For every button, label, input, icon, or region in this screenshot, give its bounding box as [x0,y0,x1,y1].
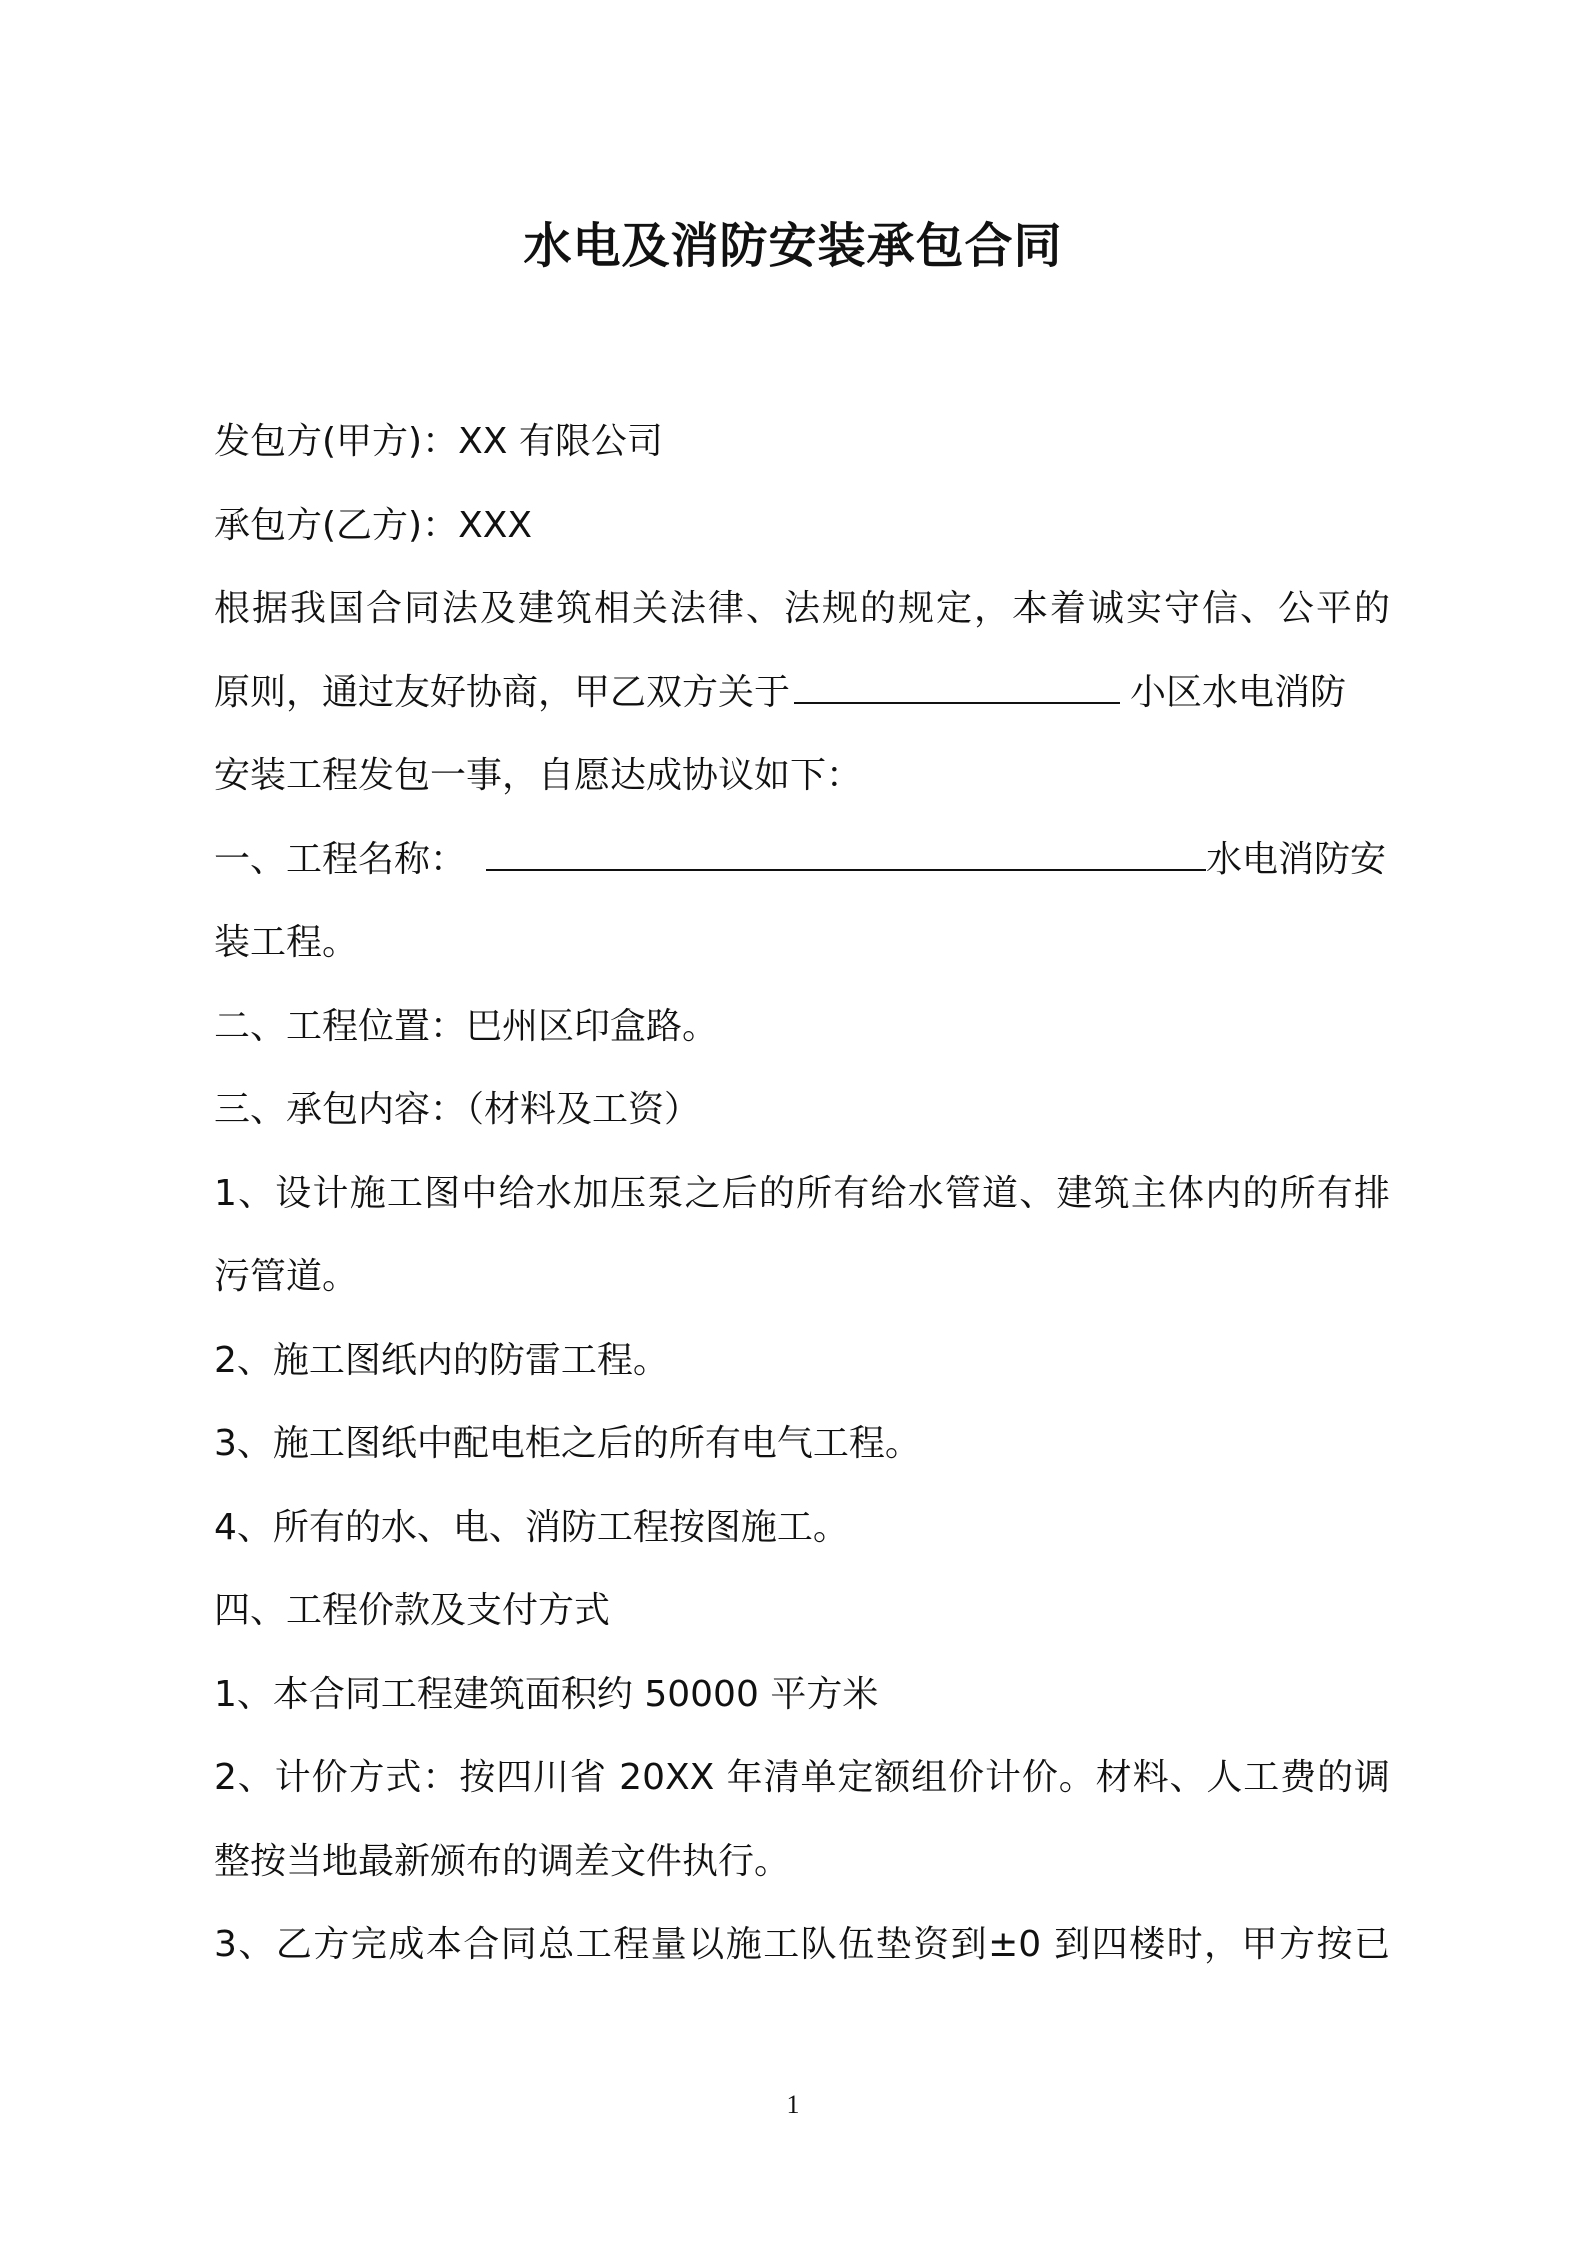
preamble-line-2 [214,651,1390,735]
preamble-line-2-after: 小区水电消防 [1130,671,1347,713]
section-3-item-3: 3、施工图纸中配电柜之后的所有电气工程。 [214,1423,921,1464]
section-3-item-1-line-2: 污管道。 [214,1256,359,1297]
party-a-line: 发包方(甲方)：XX 有限公司 [214,421,663,462]
section-1-continuation: 装工程。 [214,922,359,963]
section-4-item-2-line-2: 整按当地最新颁布的调差文件执行。 [214,1840,791,1882]
preamble-line-2-before: 原则，通过友好协商，甲乙双方关于 [214,671,791,713]
section-3-heading: 三、承包内容：（材料及工资） [214,1089,701,1130]
page-number: 1 [786,2090,800,2119]
document-body [214,400,1390,1987]
section-4-item-3-line-1: 3、乙方完成本合同总工程量以施工队伍垫资到±0 到四楼时，甲方按已 [214,1924,1390,1965]
section-1-label: 一、工程名称： [214,838,467,880]
party-b-line: 承包方(乙方)：XXX [214,504,533,546]
section-3-item-2: 2、施工图纸内的防雷工程。 [214,1339,669,1381]
preamble-line-1: 根据我国合同法及建筑相关法律、法规的规定，本着诚实守信、公平的 [214,588,1390,629]
preamble-line-3: 安装工程发包一事，自愿达成协议如下： [214,755,863,796]
document-title: 水电及消防安装承包合同 [523,218,1063,274]
section-3-item-4: 4、所有的水、电、消防工程按图施工。 [214,1506,849,1548]
section-1-after: 水电消防安 [1206,838,1387,880]
section-4-item-2-line-1: 2、计价方式：按四川省 20XX 年清单定额组价计价。材料、人工费的调 [214,1757,1390,1798]
section-4-item-1: 1、本合同工程建筑面积约 50000 平方米 [214,1673,879,1715]
section-4-heading: 四、工程价款及支付方式 [214,1590,611,1631]
community-name-blank [794,660,1120,704]
section-1-line [214,818,1390,902]
section-2-line: 二、工程位置：巴州区印盒路。 [214,1005,719,1047]
project-name-blank [486,827,1206,871]
section-3-item-1-line-1: 1、设计施工图中给水加压泵之后的所有给水管道、建筑主体内的所有排 [214,1172,1390,1214]
